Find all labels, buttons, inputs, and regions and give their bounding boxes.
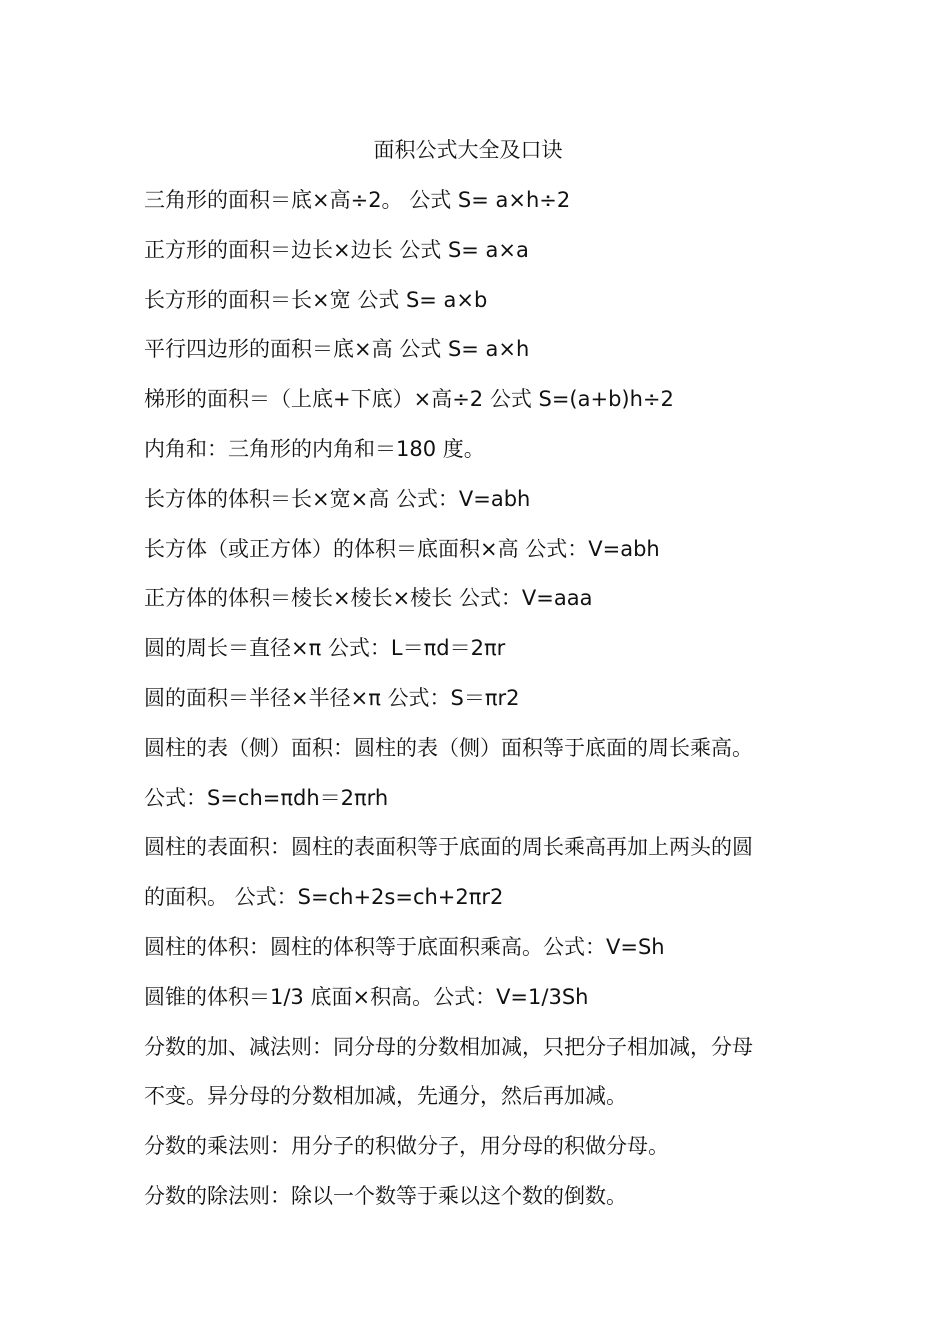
text-line: 的面积。 公式：S=ch+2s=ch+2πr2 [144, 885, 504, 910]
text-line: 三角形的面积＝底×高÷2。 公式 S= a×h÷2 [144, 188, 571, 212]
text-line: 公式：S=ch=πdh＝2πrh [144, 785, 389, 810]
text-line: 不变。异分母的分数相加减，先通分，然后再加减。 [144, 1084, 627, 1109]
text-line: 内角和：三角形的内角和＝180 度。 [144, 436, 485, 461]
document-title: 面积公式大全及口诀 [373, 138, 563, 162]
text-line: 梯形的面积＝（上底+下底）×高÷2 公式 S=(a+b)h÷2 [144, 387, 674, 412]
text-line: 分数的加、减法则：同分母的分数相加减，只把分子相加减，分母 [144, 1034, 753, 1059]
text-line: 分数的乘法则：用分子的积做分子，用分母的积做分母。 [144, 1134, 669, 1159]
text-line: 长方形的面积＝长×宽 公式 S= a×b [144, 287, 488, 312]
text-line: 平行四边形的面积＝底×高 公式 S= a×h [144, 337, 530, 362]
text-line: 圆锥的体积＝1/3 底面×积高。公式：V=1/3Sh [144, 984, 589, 1009]
text-line: 长方体的体积＝长×宽×高 公式：V=abh [144, 486, 531, 511]
text-line: 圆的周长＝直径×π 公式：L＝πd＝2πr [144, 636, 506, 661]
text-line: 圆柱的表面积：圆柱的表面积等于底面的周长乘高再加上两头的圆 [144, 835, 753, 860]
text-line: 正方体的体积＝棱长×棱长×棱长 公式：V=aaa [144, 586, 593, 611]
text-line: 圆的面积＝半径×半径×π 公式：S＝πr2 [144, 685, 520, 710]
text-line: 正方形的面积＝边长×边长 公式 S= a×a [144, 237, 529, 262]
text-line: 分数的除法则：除以一个数等于乘以这个数的倒数。 [144, 1183, 627, 1208]
text-line: 圆柱的表（侧）面积：圆柱的表（侧）面积等于底面的周长乘高。 [144, 735, 753, 760]
text-line: 圆柱的体积：圆柱的体积等于底面积乘高。公式：V=Sh [144, 934, 665, 959]
text-line: 长方体（或正方体）的体积＝底面积×高 公式：V=abh [144, 536, 660, 561]
formula-list [144, 183, 844, 1229]
